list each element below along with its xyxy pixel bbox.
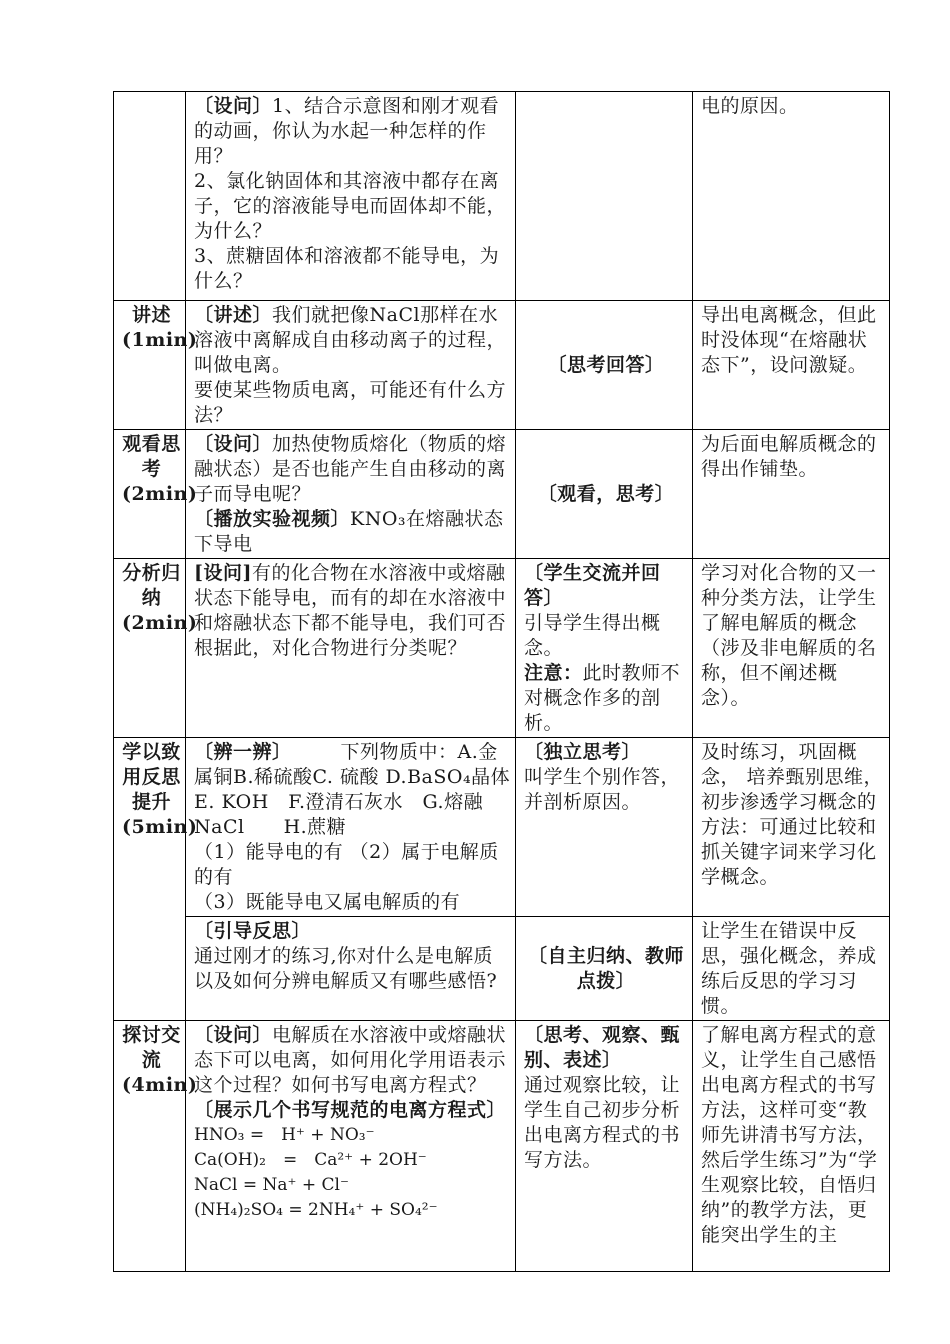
cell-paragraph (524, 1073, 688, 1173)
student-activity-cell (516, 1021, 693, 1272)
bold-label: 〔讲述〕 (194, 304, 273, 326)
bold-label: 〔设问〕 (194, 95, 273, 117)
cell-paragraph (524, 765, 688, 815)
paragraph-text: （1）能导电的有 （2）属于电解质的有 (194, 841, 499, 888)
cell-paragraph (524, 561, 688, 611)
cell-paragraph (194, 1023, 511, 1098)
cell-paragraph (194, 840, 511, 890)
cell-paragraph (194, 890, 511, 915)
cell-paragraph (194, 244, 511, 294)
bold-label: 〔学生交流并回答〕 (524, 562, 661, 609)
cell-paragraph (194, 944, 511, 994)
student-activity-cell (516, 559, 693, 738)
paragraph-text: （3）既能导电又属电解质的有 (194, 891, 461, 913)
cell-paragraph (524, 740, 688, 765)
bold-label: 〔独立思考〕 (524, 741, 642, 763)
stage-cell: 讲述(1min) (114, 301, 186, 430)
cell-paragraph (524, 1023, 688, 1073)
bold-label: 〔播放实验视频〕 (194, 508, 351, 530)
teacher-activity-cell (186, 559, 516, 738)
teacher-activity-cell (186, 738, 530, 917)
bold-label: [设问] (194, 562, 252, 584)
ionization-equation: (NH₄)₂SO₄ = 2NH₄⁺ + SO₄²⁻ (194, 1200, 438, 1220)
lesson-plan-table (113, 91, 890, 1272)
paragraph-text: 2、氯化钠固体和其溶液中都存在离子，它的溶液能导电而固体却不能，为什么？ (194, 170, 507, 242)
teacher-activity-cell (186, 917, 516, 1021)
table-row (114, 1021, 890, 1272)
cell-paragraph (524, 611, 688, 661)
paragraph-text: 我们就把像NaCl那样在水溶液中离解成自由移动离子的过程，叫做电离。 (194, 304, 507, 376)
cell-paragraph (194, 1098, 511, 1123)
bold-label: 〔辨一辨〕 (194, 741, 283, 763)
paragraph-text: KNO₃在熔融状态下导电 (194, 508, 504, 555)
paragraph-text: 此时教师不对概念作多的剖析。 (524, 662, 681, 734)
stage-cell (114, 92, 186, 301)
bold-label: 〔设问〕 (194, 1024, 273, 1046)
table-row (114, 430, 890, 559)
design-intent-cell: 学习对化合物的又一种分类方法，让学生了解电解质的概念（涉及非电解质的名称，但不阐述概念）。 (693, 559, 890, 738)
cell-paragraph (194, 303, 511, 378)
cell-paragraph (194, 561, 511, 661)
design-intent-cell: 为后面电解质概念的得出作铺垫。 (693, 430, 890, 559)
design-intent-cell: 了解电离方程式的意义，让学生自己感悟出电离方程式的书写方法，这样可变“教师先讲清书写方法，然后学生练习”为“学生观察比较，自悟归纳”的教学方法，更能突出学生的主 (693, 1021, 890, 1272)
cell-paragraph (194, 740, 530, 840)
bold-label: 〔展示几个书写规范的电离方程式〕 (194, 1099, 507, 1121)
paragraph-text: 要使某些物质电离，可能还有什么方法？ (194, 379, 507, 426)
design-intent-cell: 让学生在错误中反思，强化概念，养成练后反思的学习习惯。 (693, 917, 890, 1021)
paragraph-text: 下列物质中：A.金属铜B.稀硫酸C. 硫酸 D.BaSO₄晶体 E. KOH F.澄清石灰水 G.熔融NaCl H.蔗糖 (194, 741, 530, 838)
table-row (114, 559, 890, 738)
ionization-equation: HNO₃ = H⁺ + NO₃⁻ (194, 1125, 375, 1145)
student-activity-cell: 〔思考回答〕 (516, 301, 693, 430)
cell-paragraph (194, 169, 511, 244)
table-row (114, 92, 890, 301)
teacher-activity-cell (186, 430, 516, 559)
paragraph-text: 加热使物质熔化（物质的熔融状态）是否也能产生自由移动的离子而导电呢？ (194, 433, 507, 505)
bold-label: 〔思考、观察、甄别、表述〕 (524, 1024, 681, 1071)
stage-cell: 学以致用反思提升(5min) (114, 738, 186, 1021)
table-row (114, 301, 890, 430)
cell-paragraph (194, 507, 511, 557)
paragraph-text: 1、结合示意图和刚才观看的动画，你认为水起一种怎样的作用？ (194, 95, 500, 167)
paragraph-text: 通过刚才的练习,你对什么是电解质以及如何分辨电解质又有哪些感悟? (194, 945, 498, 992)
paragraph-text: 3、蔗糖固体和溶液都不能导电，为什么？ (194, 245, 500, 292)
bold-label: 〔设问〕 (194, 433, 273, 455)
student-activity-cell: 〔自主归纳、教师点拨〕 (516, 917, 693, 1021)
teacher-activity-cell (186, 301, 516, 430)
cell-paragraph (194, 378, 511, 428)
student-activity-cell (516, 738, 693, 917)
stage-cell: 观看思考(2min) (114, 430, 186, 559)
bold-label: 〔引导反思〕 (194, 920, 312, 942)
cell-paragraph (194, 432, 511, 507)
ionization-equation: Ca(OH)₂ = Ca²⁺ + 2OH⁻ (194, 1150, 427, 1170)
table-row (114, 738, 890, 917)
teacher-activity-cell (186, 1021, 516, 1272)
paragraph-text: 叫学生个别作答，并剖析原因。 (524, 766, 681, 813)
student-activity-cell: 〔观看，思考〕 (516, 430, 693, 559)
design-intent-cell: 导出电离概念，但此时没体现“在熔融状态下”，设问激疑。 (693, 301, 890, 430)
paragraph-text: 电解质在水溶液中或熔融状态下可以电离，如何用化学用语表示这个过程？如何书写电离方程式？ (194, 1024, 507, 1096)
cell-paragraph (194, 919, 511, 944)
cell-paragraph (524, 661, 688, 736)
student-activity-cell (516, 92, 693, 301)
teacher-activity-cell (186, 92, 516, 301)
ionization-equation: NaCl = Na⁺ + Cl⁻ (194, 1175, 349, 1195)
stage-cell: 探讨交流(4min) (114, 1021, 186, 1272)
design-intent-cell: 电的原因。 (693, 92, 890, 301)
table-row (114, 917, 890, 1021)
paragraph-text: 通过观察比较，让学生自己初步分析出电离方程式的书写方法。 (524, 1074, 681, 1171)
paragraph-text: 有的化合物在水溶液中或熔融状态下能导电，而有的却在水溶液中和熔融状态下都不能导电，我们可否根据此，对化合物进行分类呢？ (194, 562, 507, 659)
cell-paragraph (194, 94, 511, 169)
design-intent-cell: 及时练习，巩固概念， 培养甄别思维，初步渗透学习概念的方法：可通过比较和抓关键字词来学习化学概念。 (693, 738, 890, 917)
bold-label: 注意： (524, 662, 583, 684)
paragraph-text: 引导学生得出概念。 (524, 612, 661, 659)
stage-cell: 分析归纳(2min) (114, 559, 186, 738)
